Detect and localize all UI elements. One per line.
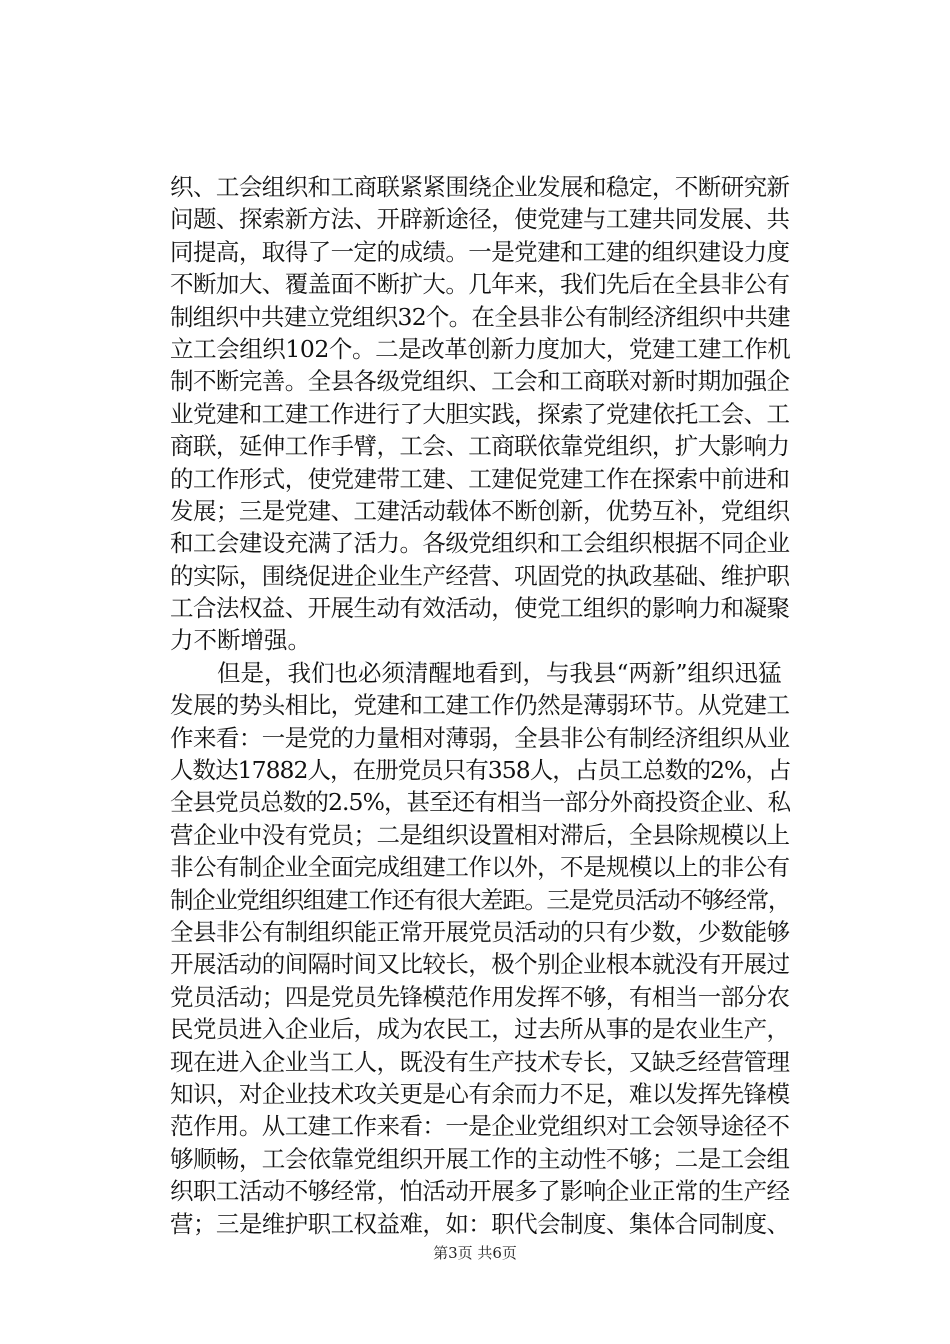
text-line: 人数达17882人，在册党员只有358人，占员工总数的2%，占 — [170, 756, 791, 785]
text-line: 营；三是维护职工权益难，如：职代会制度、集体合同制度、 — [170, 1209, 790, 1238]
text-line: 范作用。从工建工作来看：一是企业党组织对工会领导途径不 — [170, 1112, 790, 1141]
text-line: 够顺畅，工会依靠党组织开展工作的主动性不够；二是工会组 — [170, 1144, 790, 1173]
text-line: 的工作形式，使党建带工建、工建促党建工作在探索中前进和 — [170, 464, 790, 493]
document-body — [170, 171, 790, 1240]
text-line: 全县党员总数的2.5%，甚至还有相当一部分外商投资企业、私 — [170, 788, 791, 817]
text-line: 制不断完善。全县各级党组织、工会和工商联对新时期加强企 — [170, 367, 790, 396]
text-line: 织、工会组织和工商联紧紧围绕企业发展和稳定，不断研究新 — [170, 173, 790, 201]
text-line: 力不断增强。 — [170, 626, 311, 655]
text-line: 问题、探索新方法、开辟新途径，使党建与工建共同发展、共 — [170, 205, 790, 234]
text-line: 业党建和工建工作进行了大胆实践，探索了党建依托工会、工 — [170, 399, 790, 428]
text-line: 商联，延伸工作手臂，工会、工商联依靠党组织，扩大影响力 — [170, 432, 790, 461]
text-line: 织职工活动不够经常，怕活动开展多了影响企业正常的生产经 — [170, 1177, 790, 1206]
text-line: 发展的势头相比，党建和工建工作仍然是薄弱环节。从党建工 — [170, 691, 790, 720]
text-line: 全县非公有制组织能正常开展党员活动的只有少数，少数能够 — [170, 917, 790, 946]
text-line: 民党员进入企业后，成为农民工，过去所从事的是农业生产， — [170, 1015, 790, 1044]
text-line: 作来看：一是党的力量相对薄弱，全县非公有制经济组织从业 — [170, 723, 790, 752]
text-line: 非公有制企业全面完成组建工作以外，不是规模以上的非公有 — [170, 853, 790, 882]
text-line: 同提高，取得了一定的成绩。一是党建和工建的组织建设力度 — [170, 237, 790, 266]
text-line: 知识，对企业技术攻关更是心有余而力不足，难以发挥先锋模 — [170, 1079, 790, 1108]
paragraph-2 — [170, 657, 790, 1240]
text-line: 发展；三是党建、工建活动载体不断创新，优势互补，党组织 — [170, 496, 790, 525]
text-line: 制组织中共建立党组织32个。在全县非公有制经济组织中共建 — [170, 302, 790, 331]
text-line: 工合法权益、开展生动有效活动，使党工组织的影响力和凝聚 — [170, 594, 790, 623]
text-line: 制企业党组织组建工作还有很大差距。三是党员活动不够经常， — [170, 885, 791, 914]
text-line: 不断加大、覆盖面不断扩大。几年来，我们先后在全县非公有 — [170, 270, 790, 299]
text-line: 但是，我们也必须清醒地看到，与我县“两新”组织迅猛 — [170, 658, 782, 687]
text-line: 营企业中没有党员；二是组织设置相对滞后，全县除规模以上 — [170, 820, 790, 849]
text-line: 党员活动；四是党员先锋模范作用发挥不够，有相当一部分农 — [170, 982, 790, 1011]
text-line: 立工会组织102个。二是改革创新力度加大，党建工建工作机 — [170, 334, 791, 363]
paragraph-1 — [170, 171, 790, 657]
text-line: 开展活动的间隔时间又比较长，极个别企业根本就没有开展过 — [170, 950, 790, 979]
text-line: 的实际，围绕促进企业生产经营、巩固党的执政基础、维护职 — [170, 561, 790, 590]
text-line: 现在进入企业当工人，既没有生产技术专长，又缺乏经营管理 — [170, 1047, 790, 1076]
page-number-footer: 第3页 共6页 — [433, 1244, 517, 1262]
text-line: 和工会建设充满了活力。各级党组织和工会组织根据不同企业 — [170, 529, 790, 558]
